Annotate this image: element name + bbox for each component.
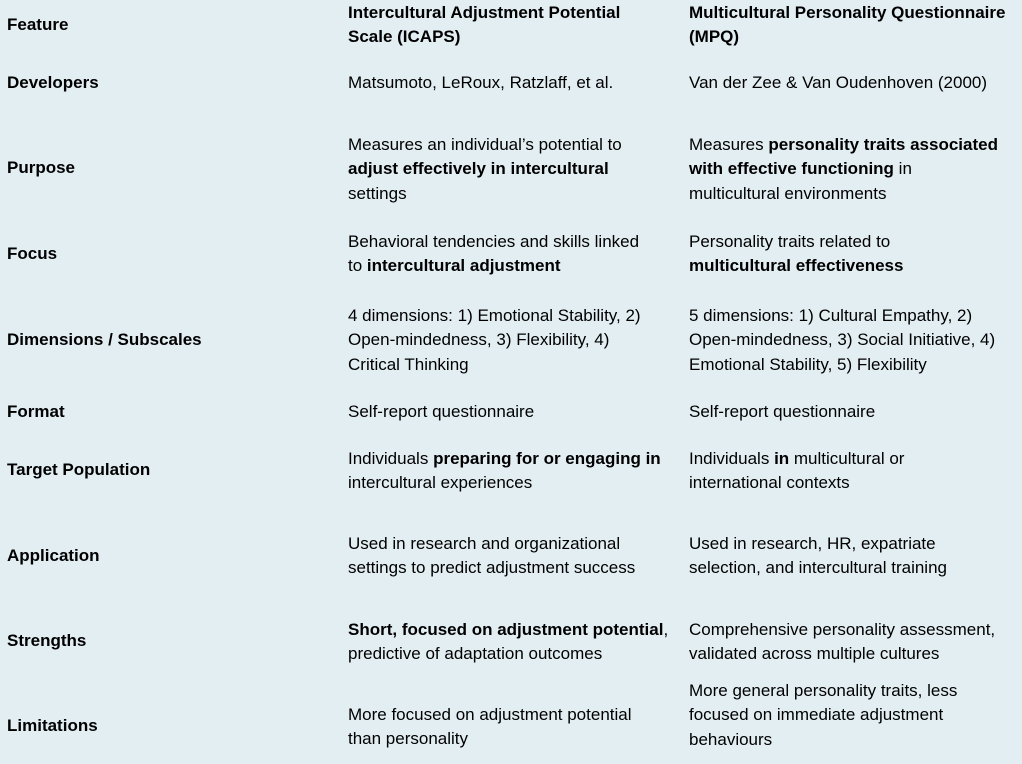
cell-line <box>348 447 684 471</box>
cell-text: Critical Thinking <box>348 354 469 374</box>
cell-line <box>689 230 1022 254</box>
cell-text: Personality traits related to <box>689 232 891 251</box>
header-line: Scale (ICAPS) <box>348 27 461 47</box>
cell-line <box>689 447 1022 471</box>
cell-mpq-focus <box>689 230 1022 279</box>
cell-line <box>689 471 1022 495</box>
row-label-target-population: Target Population <box>7 460 151 479</box>
cell-icaps-dimensions-subscales <box>348 304 684 377</box>
row-label-focus: Focus <box>7 244 58 263</box>
cell-text: Open-mindedness, 3) Social Initiative, 4) <box>689 330 996 350</box>
cell-line <box>689 728 1022 752</box>
cell-text: Individuals <box>348 449 434 468</box>
emphasis-text: with effective functioning <box>689 159 894 179</box>
cell-text: settings <box>348 183 407 203</box>
row-label-strengths: Strengths <box>7 631 87 650</box>
cell-mpq-application <box>689 532 1022 581</box>
cell-line <box>348 304 684 328</box>
cell-line <box>348 400 684 424</box>
cell-mpq-developers <box>689 71 1022 95</box>
cell-text: 4 dimensions: 1) Emotional Stability, 2) <box>348 306 641 325</box>
cell-line <box>689 254 1022 278</box>
cell-text: predictive of adaptation outcomes <box>348 644 603 664</box>
row-label-purpose: Purpose <box>7 158 76 177</box>
cell-line <box>689 157 1022 181</box>
cell-mpq-target-population <box>689 447 1022 496</box>
cell-line <box>689 133 1022 157</box>
cell-line <box>689 642 1022 666</box>
cell-icaps-limitations <box>348 703 684 752</box>
cell-text: Measures an individual’s potential to <box>348 135 622 154</box>
cell-mpq-limitations <box>689 679 1022 752</box>
cell-line <box>689 353 1022 377</box>
cell-text: international contexts <box>689 473 850 493</box>
cell-line <box>689 304 1022 328</box>
cell-text: Van der Zee & Van Oudenhoven (2000) <box>689 73 988 92</box>
cell-text: Matsumoto, LeRoux, Ratzlaff, et al. <box>348 73 614 92</box>
cell-line <box>348 71 684 95</box>
cell-line <box>348 230 684 254</box>
cell-line <box>348 133 684 157</box>
cell-line <box>348 556 684 580</box>
cell-mpq-format <box>689 400 1022 424</box>
cell-line <box>348 642 684 666</box>
emphasis-text: personality traits associated <box>768 135 998 154</box>
cell-line <box>348 532 684 556</box>
cell-line <box>689 71 1022 95</box>
cell-line <box>348 471 684 495</box>
cell-text: multicultural environments <box>689 183 887 203</box>
header-line: Intercultural Adjustment Potential <box>348 3 621 22</box>
cell-text: settings to predict adjustment success <box>348 558 636 578</box>
cell-line <box>689 182 1022 206</box>
emphasis-text: multicultural effectiveness <box>689 256 904 276</box>
cell-text: intercultural experiences <box>348 473 533 493</box>
emphasis-text: Short, focused on adjustment potential <box>348 620 664 639</box>
row-label-application: Application <box>7 546 100 565</box>
emphasis-text: intercultural adjustment <box>366 256 561 276</box>
cell-line <box>348 353 684 377</box>
cell-text: Used in research, HR, expatriate <box>689 534 936 553</box>
cell-line <box>689 532 1022 556</box>
cell-line <box>689 400 1022 424</box>
cell-icaps-purpose <box>348 133 684 206</box>
cell-text: Emotional Stability, 5) Flexibility <box>689 354 927 374</box>
cell-text: validated across multiple cultures <box>689 644 940 664</box>
row-label-limitations: Limitations <box>7 716 98 735</box>
header-line: (MPQ) <box>689 27 740 47</box>
cell-line <box>348 703 684 727</box>
emphasis-text: preparing for or engaging in <box>433 449 661 468</box>
cell-line <box>348 182 684 206</box>
cell-text: selection, and intercultural training <box>689 558 947 578</box>
cell-line <box>689 556 1022 580</box>
cell-icaps-application <box>348 532 684 581</box>
row-label-developers: Developers <box>7 73 99 92</box>
cell-text: Open-mindedness, 3) Flexibility, 4) <box>348 330 610 350</box>
header-feature: Feature <box>7 15 69 34</box>
header-row <box>0 0 1022 52</box>
cell-line <box>348 328 684 352</box>
cell-line <box>348 254 684 278</box>
cell-text: Behavioral tendencies and skills linked <box>348 232 640 251</box>
cell-text: Self-report questionnaire <box>689 402 876 421</box>
cell-icaps-strengths <box>348 618 684 667</box>
cell-text: Individuals <box>689 449 775 468</box>
header-mpq <box>689 1 1022 50</box>
cell-text: to <box>348 256 367 276</box>
row-label-dimensions-subscales: Dimensions / Subscales <box>7 330 202 349</box>
cell-icaps-format <box>348 400 684 424</box>
cell-text: , <box>663 620 669 639</box>
cell-text: More general personality traits, less <box>689 681 958 700</box>
cell-text: in <box>893 159 912 179</box>
emphasis-text: adjust effectively in intercultural <box>348 159 609 179</box>
cell-text: Used in research and organizational <box>348 534 621 553</box>
cell-line <box>689 618 1022 642</box>
cell-line <box>348 727 684 751</box>
cell-text: behaviours <box>689 729 773 749</box>
cell-text: More focused on adjustment potential <box>348 705 632 724</box>
cell-icaps-developers <box>348 71 684 95</box>
cell-text: Self-report questionnaire <box>348 402 535 421</box>
cell-mpq-strengths <box>689 618 1022 667</box>
cell-icaps-focus <box>348 230 684 279</box>
header-line: Multicultural Personality Questionnaire <box>689 3 1006 22</box>
cell-line <box>689 328 1022 352</box>
cell-line <box>689 703 1022 727</box>
cell-icaps-target-population <box>348 447 684 496</box>
cell-text: focused on immediate adjustment <box>689 705 944 725</box>
cell-text: 5 dimensions: 1) Cultural Empathy, 2) <box>689 306 973 325</box>
row-label-format: Format <box>7 402 65 421</box>
cell-mpq-purpose <box>689 133 1022 206</box>
cell-mpq-dimensions-subscales <box>689 304 1022 377</box>
cell-line <box>348 157 684 181</box>
cell-line <box>689 679 1022 703</box>
cell-line <box>348 618 684 642</box>
cell-text: Measures <box>689 135 769 154</box>
emphasis-text: in <box>774 449 790 468</box>
cell-text: multicultural or <box>789 449 905 468</box>
header-icaps <box>348 1 684 50</box>
cell-text: than personality <box>348 729 469 749</box>
cell-text: Comprehensive personality assessment, <box>689 620 996 639</box>
